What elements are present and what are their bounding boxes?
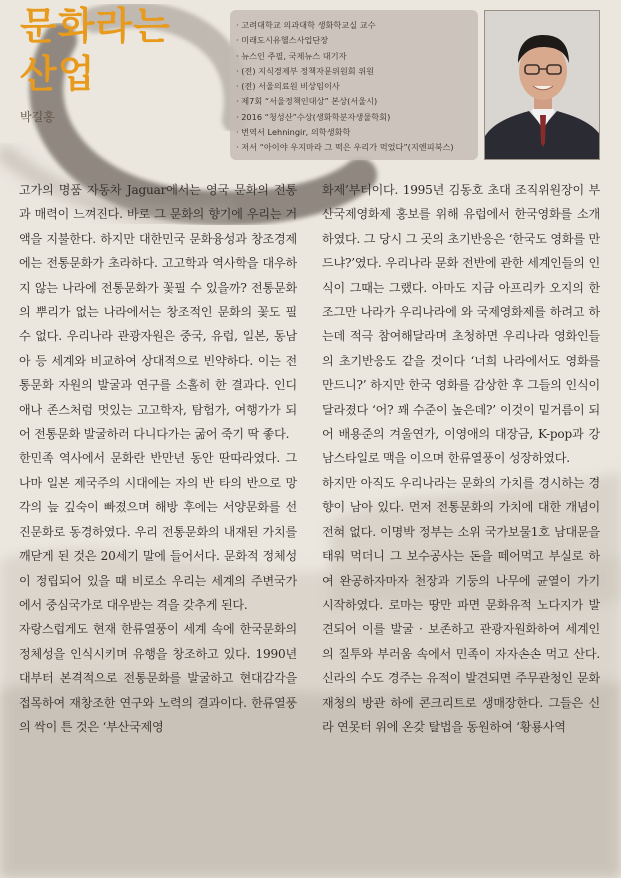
- article-column-left: [19, 178, 297, 739]
- bio-item: · (전) 서울의료원 비상임이사: [236, 79, 478, 94]
- bio-item: · 고려대학교 의과대학 생화학교실 교수: [236, 18, 478, 33]
- bio-item: · 번역서 Lehningir, 의학생화학: [236, 125, 478, 140]
- author-name: 박길홍: [20, 110, 55, 124]
- paragraph: 고가의 명품 자동차 Jaguar에서는 영국 문화의 전통과 매력이 느껴진다. 바로 그 문화의 향기에 우리는 거액을 지불한다. 하지만 대한민국 문화융성과 창조경제에는 전통문화가 초라하다. 고고학과 역사학을 대우하지 않는 나라에 전통문화가 꽃필 수 있을까? 전통문화의 뿌리가 없는 나라에서는 창조적인 문화의 꽃도 필 수 없다. 우리나라 관광자원은 중국, 유럽, 일본, 동남아 등 세계와 비교하여 상대적으로 빈약하다. 이는 전통문화 자원의 발굴과 연구를 소홀히 한 결과다. 인디애나 존스처럼 멋있는 고고학자, 탐험가, 여행가가 되어 전통문화 발굴하러 다니다가는 굶어 죽기 딱 좋다.: [19, 183, 297, 442]
- bio-item: · 미래도시유헬스사업단장: [236, 33, 478, 48]
- author-bio-box: [230, 10, 478, 160]
- paragraph: 화제’부터이다. 1995년 김동호 초대 조직위원장이 부산국제영화제 홍보를 위해 유럽에서 한국영화를 소개하였다. 그 당시 그 곳의 초기반응은 ‘한국도 영화를 만드냐?’였다. 우리나라 문화 전반에 관한 세계인들의 인식이 그때는 그랬다. 아마도 지금 아프리카 오지의 한 조그만 나라가 우리나라에 와 국제영화제를 하려고 하는데 적극 참여해달라며 초청하면 우리나라 영화인들의 초기반응도 같을 것이다 ‘너희 나라에서도 영화를 만드니?’ 하지만 한국 영화를 감상한 후 그들의 인식이 달라졌다 ‘어? 꽤 수준이 높은데?’ 이것이 밑거름이 되어 배용준의 겨울연가, 이영애의 대장금, K-pop과 강남스타일로 맥을 이으며 한류열풍이 성장하였다.: [322, 183, 600, 466]
- paragraph: 하지만 아직도 우리나라는 문화의 가치를 경시하는 경향이 남아 있다. 먼저 전통문화의 가치에 대한 개념이 전혀 없다. 이명박 정부는 소위 국가보물1호 남대문을 태워 먹더니 그 보수공사는 돈을 떼어먹고 부실로 하여 완공하자마자 천장과 기둥의 나무에 균열이 가기 시작하였다. 로마는 땅만 파면 문화유적 노다지가 발견되어 이를 발굴 · 보존하고 관광자원화하여 세계인의 질투와 부러움 속에서 민족이 자자손손 먹고 산다. 신라의 수도 경주는 유적이 발견되면 주무관청인 문화재청의 방관 하에 콘크리트로 생매장한다. 그들은 신라 연못터 위에 온갖 탈법을 동원하여 ‘황룡사역: [322, 475, 600, 734]
- paragraph: 자랑스럽게도 현재 한류열풍이 세계 속에 한국문화의 정체성을 인식시키며 유행을 창조하고 있다. 1990년대부터 본격적으로 전통문화를 발굴하고 현대감각을 접목하여 재창조한 연구와 노력의 결과이다. 한류열풍의 싹이 튼 것은 ‘부산국제영: [19, 622, 297, 734]
- article-column-right: [322, 178, 600, 739]
- bio-item: · (전) 지식경제부 정책자문위원회 위원: [236, 64, 478, 79]
- bio-item: · 저서 “아이야 우지마라 그 떡은 우리가 먹었다”(지엔피북스): [236, 140, 478, 155]
- title-line-2: 산업: [20, 52, 96, 96]
- author-portrait-illustration: [485, 11, 600, 160]
- bio-item: · 제7회 “서울정책인대상” 본상(서울시): [236, 94, 478, 109]
- paragraph: 한민족 역사에서 문화란 반만년 동안 딴따라였다. 그나마 일본 제국주의 시대에는 자의 반 타의 반으로 망각의 늪 깊숙이 빠졌으며 해방 후에는 서양문화를 선진문화로 동경하였다. 우리 전통문화의 내재된 가치를 깨닫게 된 것은 20세기 말에 들어서다. 문화적 정체성이 정립되어 있을 때 비로소 우리는 세계의 주변국가에서 중심국가로 대우받는 격을 갖추게 된다.: [19, 451, 297, 612]
- bio-item: · 2016 “청성산”수상(생화학분자생물학회): [236, 110, 478, 125]
- author-photo: [484, 10, 600, 160]
- bio-item: · 뉴스인 주필, 국제뉴스 대기자: [236, 49, 478, 64]
- title-line-1: 문화라는: [20, 4, 171, 48]
- article-title: [20, 2, 230, 98]
- bio-list: [230, 10, 478, 156]
